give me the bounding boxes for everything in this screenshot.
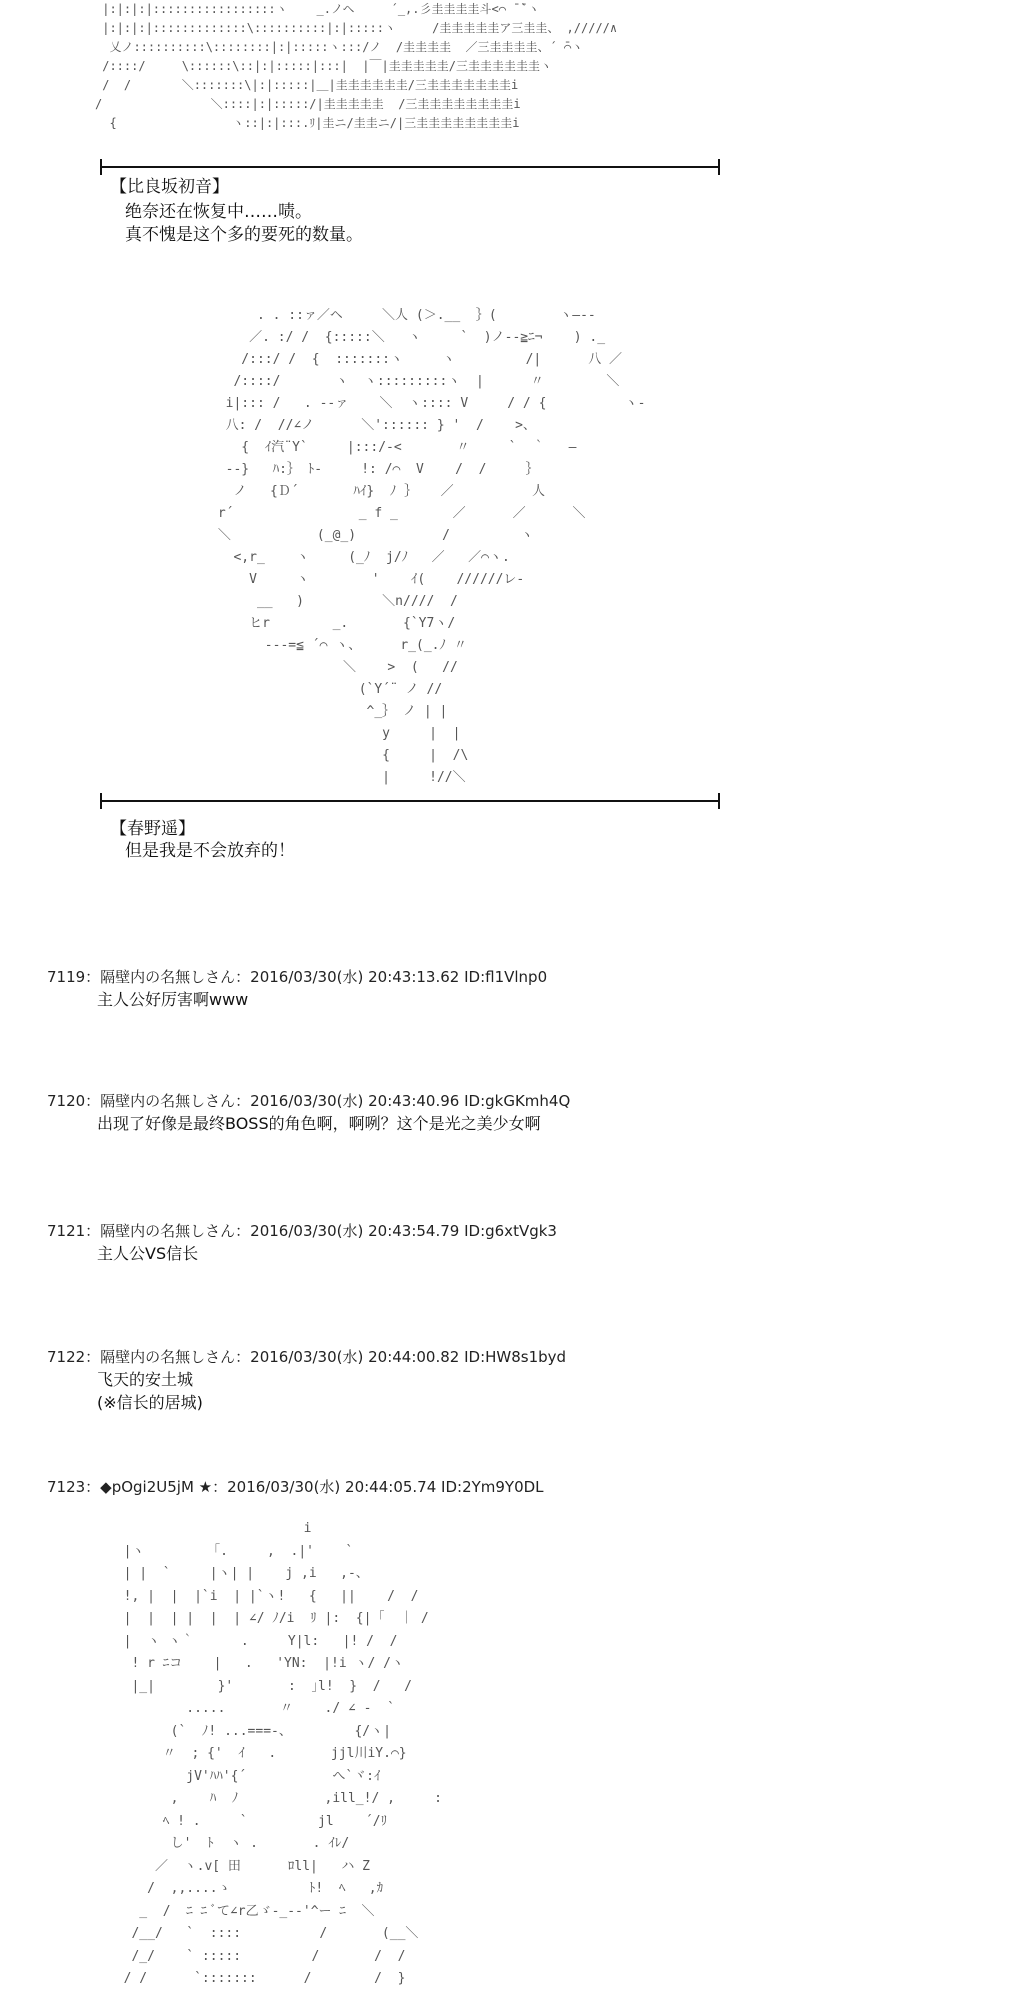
post-body-line: 飞天的安土城 — [97, 1370, 194, 1389]
post-body-line: 出现了好像是最终BOSS的角色啊，啊咧？这个是光之美少女啊 — [97, 1114, 541, 1133]
dialogue-divider — [100, 800, 720, 802]
dialogue-line: 绝奈还在恢复中……啧。 — [125, 202, 312, 222]
ascii-art-character: i |ヽ 「. , .|' ` | | ` |ヽ| | j ,i ,-、 !, | | |`i | |`ヽ! { || / / | | | | | | ∠/ ﾉ/i ﾘ |: {|「 ｜ / | ヽ ヽ｀ . Y|l: |! / / ! r ﾆコ | . 'YN: |!i ヽ/ /ヽ |_| }' : ｣l! } / / ..... 〃 ./ ∠ - ` (` ﾉ! ...===-、 {/ヽ| 〃 ; {' ｲ . jjl川iY.⌒} jV'ﾊﾊ'{´ へ`ヾ:ｲ , ﾊ ﾉ ,ill_!/ , : ﾍ ! . ` jl ´/ﾘ し' ﾄ ヽ . . ｲﾚ/ ／ ヽ.v[ 田 ﾛll| ハ Z / ,,....ゝ ﾄ! ﾍ ,ｶ _ / ﾆ ﾆ ﾞて∠r乙ゞ-_--'^ー ﾆ ＼ /__/ ` :::: / (__＼ /_/ ` ::::: / / / / / `::::::: / / } — [123, 1521, 442, 1986]
post-header: 7122：隔壁内の名無しさん：2016/03/30(水) 20:44:00.82 ID:HW8s1byd — [47, 1348, 567, 1366]
ascii-art-character: . . ::ァ／ヘ ＼人 (＞.__ ｝( ヽ―-- ／. :/ / {:::::＼ ヽ ` )ノ--≧ﾆ¬ ) ._ /:::/ / { :::::::ヽ ヽ /| 八 ／ /::::/ ヽ ヽ:::::::::ヽ | 〃 ＼ i|::: / . --ァ ＼ ヽ:::: V / / { ヽ- 八: / //∠ノ ＼':::::: } ' / >、 { ｲ汽¨Y` |:::/-< 〃 ` ｀ ― --} ﾊ:｝ ﾄ- !: /⌒ V / / ｝ ノ {Ｄ´ ﾊｲ} ﾉ ｝ ／ 人 r´ _ f _ ／ ／ ＼ ＼ (_@_) / ヽ <,r_ ヽ (_ﾉ j/ﾉ ／ ／⌒ヽ. V ヽ ' ｲ( //////レ- __ ) ＼n//// / ヒr _. {`Y7ヽ/ ---=≦ ´⌒ ヽ、 r_(_.ﾉ 〃 ＼ > ( // (`Y´¨ ノ // ^_｝ ノ | | y | | { | /\ | !//＼ — [217, 308, 646, 785]
dialogue-divider — [100, 166, 720, 168]
divider-tick — [100, 793, 102, 809]
post-body-line: (※信长的居城) — [97, 1393, 203, 1412]
post — [47, 1220, 557, 1265]
speaker-name: 【春野遥】 — [110, 819, 195, 839]
post-header: 7121：隔壁内の名無しさん：2016/03/30(水) 20:43:54.79 ID:g6xtVgk3 — [47, 1222, 557, 1240]
speaker-name: 【比良坂初音】 — [110, 177, 229, 197]
post — [47, 1346, 566, 1414]
dialogue-line: 真不愧是这个多的要死的数量。 — [125, 225, 363, 245]
post-header: 7120：隔壁内の名無しさん：2016/03/30(水) 20:43:40.96 ID:gkGKmh4Q — [47, 1092, 571, 1110]
post-header: 7119：隔壁内の名無しさん：2016/03/30(水) 20:43:13.62 ID:fl1Vlnp0 — [47, 968, 548, 986]
post-body-line: 主人公好厉害啊www — [97, 990, 249, 1009]
ascii-art-top: |:|:|:|:::::::::::::::::ヽ _.ノヘ ´_,.彡圭圭圭圭斗<⌒ ̄ ̄`ヽ |:|:|:|:::::::::::::\::::::::::|:|:::::ヽ /圭圭圭圭圭ア三圭圭、 ,/////∧ 乂ノ::::::::::\::::::::|:|:::::ヽ:::/ノ /圭圭圭圭 ／三圭圭圭圭、´ ̄⌒ヽ /::::/ \::::::\::|:|:::::|:::| |￣|圭圭圭圭圭/三圭圭圭圭圭圭ヽ / / ＼:::::::\|:|:::::|＿|圭圭圭圭圭圭/三圭圭圭圭圭圭圭i / ＼::::|:|:::::/|圭圭圭圭圭 /三圭圭圭圭圭圭圭圭i { ヽ::|:|:::.ﾘ|圭ニ/圭圭ニ/|三圭圭圭圭圭圭圭圭i — [95, 2, 618, 130]
post — [47, 1476, 544, 1498]
post-header: 7123：◆pOgi2U5jM ★：2016/03/30(水) 20:44:05.74 ID:2Ym9Y0DL — [47, 1478, 544, 1496]
divider-tick — [718, 793, 720, 809]
post-body-line: 主人公VS信长 — [97, 1244, 199, 1263]
dialogue-line: 但是我是不会放弃的！ — [125, 841, 295, 861]
post — [47, 966, 547, 1011]
post — [47, 1090, 570, 1135]
divider-tick — [718, 159, 720, 175]
divider-tick — [100, 159, 102, 175]
